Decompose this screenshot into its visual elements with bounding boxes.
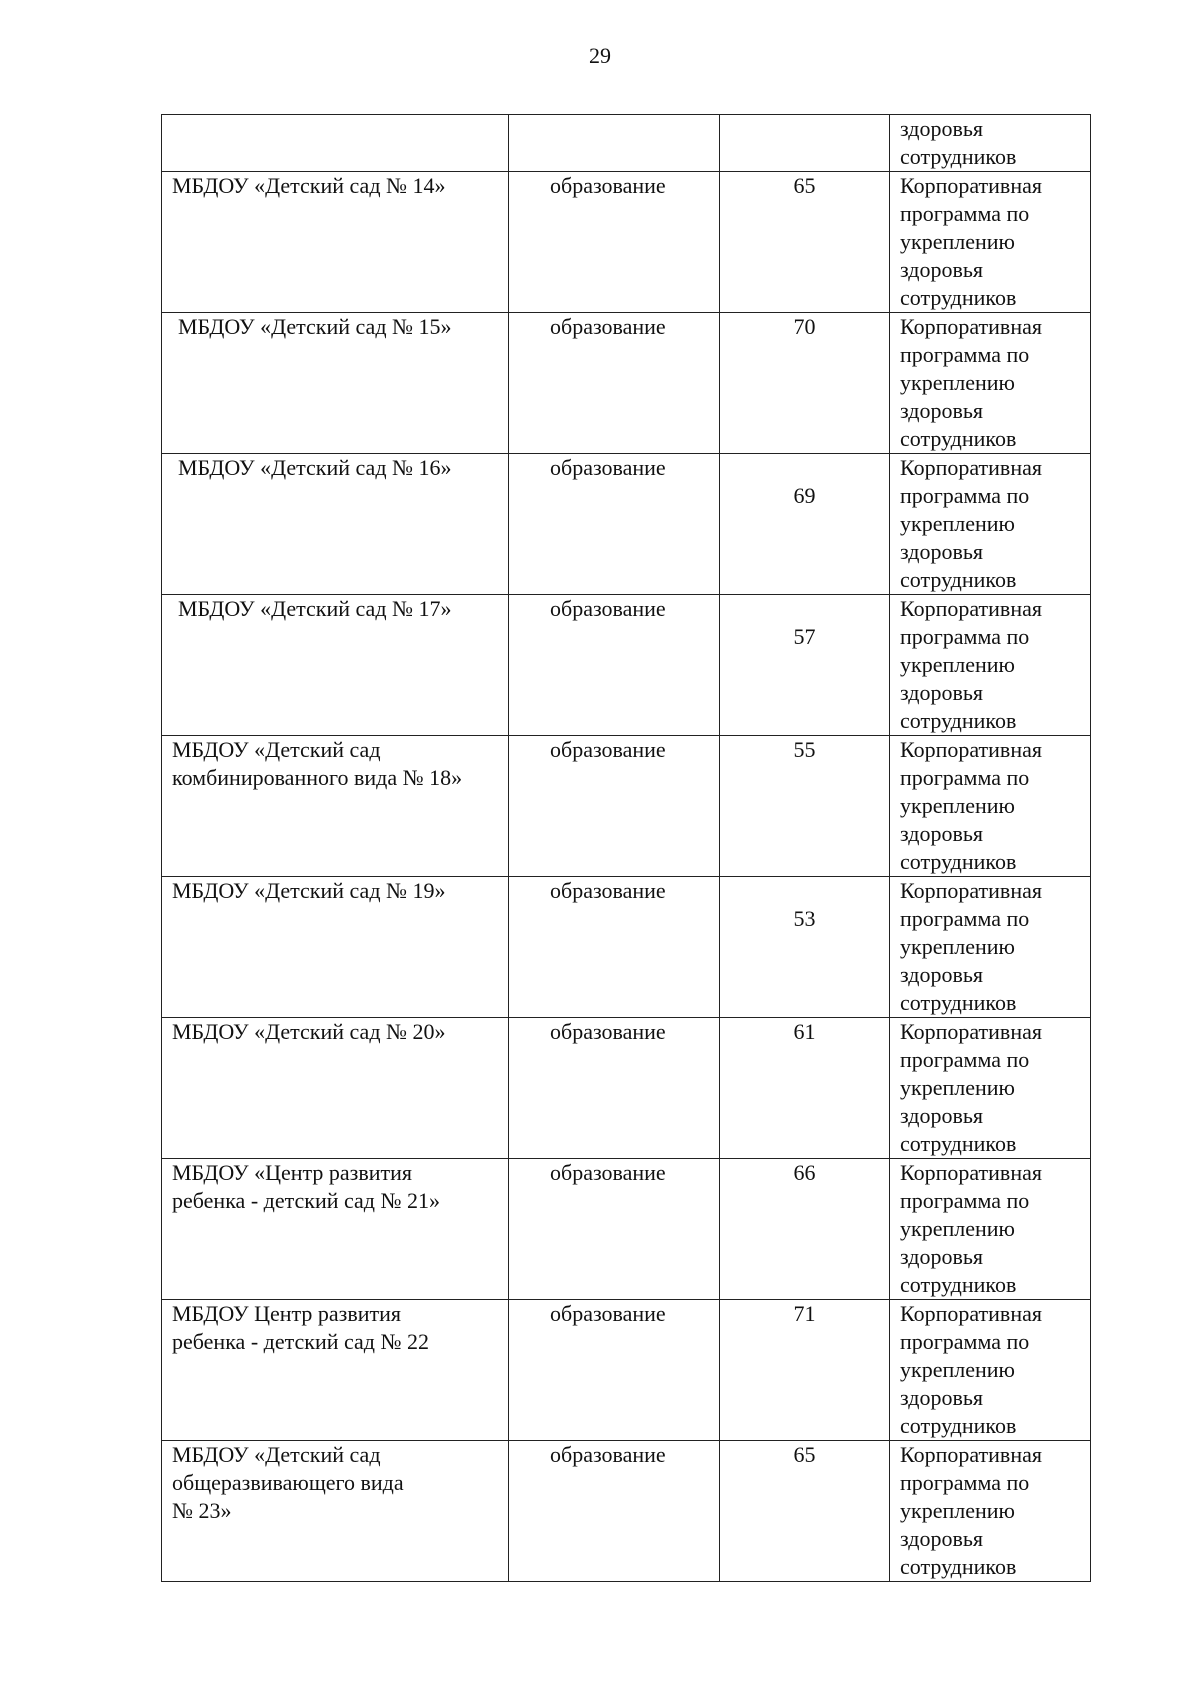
cell-organization: МБДОУ «Детский сад № 14» <box>162 172 509 313</box>
cell-sector: образование <box>509 1441 720 1582</box>
cell-program: Корпоративная программа по укреплению здоровья сотрудников <box>890 1159 1091 1300</box>
cell-organization: МБДОУ «Детский сад комбинированного вида № 18» <box>162 736 509 877</box>
cell-program: Корпоративная программа по укреплению здоровья сотрудников <box>890 172 1091 313</box>
cell-organization: МБДОУ «Центр развития ребенка - детский сад № 21» <box>162 1159 509 1300</box>
cell-program: Корпоративная программа по укреплению здоровья сотрудников <box>890 736 1091 877</box>
cell-sector: образование <box>509 172 720 313</box>
cell-sector: образование <box>509 595 720 736</box>
cell-count: 55 <box>720 736 890 877</box>
organizations-table <box>161 114 1091 1582</box>
cell-organization <box>162 115 509 172</box>
table-row <box>162 1300 1091 1441</box>
cell-organization: МБДОУ Центр развития ребенка - детский сад № 22 <box>162 1300 509 1441</box>
table-row <box>162 877 1091 1018</box>
cell-program: Корпоративная программа по укреплению здоровья сотрудников <box>890 595 1091 736</box>
cell-sector: образование <box>509 1159 720 1300</box>
cell-organization: МБДОУ «Детский сад № 17» <box>162 595 509 736</box>
table-row <box>162 1441 1091 1582</box>
cell-sector <box>509 115 720 172</box>
table-row <box>162 172 1091 313</box>
cell-sector: образование <box>509 877 720 1018</box>
cell-sector: образование <box>509 736 720 877</box>
cell-sector: образование <box>509 313 720 454</box>
cell-program: Корпоративная программа по укреплению здоровья сотрудников <box>890 313 1091 454</box>
cell-count: 61 <box>720 1018 890 1159</box>
cell-program: Корпоративная программа по укреплению здоровья сотрудников <box>890 454 1091 595</box>
cell-count: 69 <box>720 454 890 595</box>
table-row <box>162 313 1091 454</box>
cell-count: 66 <box>720 1159 890 1300</box>
cell-program: Корпоративная программа по укреплению здоровья сотрудников <box>890 1018 1091 1159</box>
cell-count: 53 <box>720 877 890 1018</box>
page-number: 29 <box>589 43 611 68</box>
table-row <box>162 595 1091 736</box>
table-row <box>162 1018 1091 1159</box>
table-row <box>162 454 1091 595</box>
cell-organization: МБДОУ «Детский сад № 20» <box>162 1018 509 1159</box>
cell-program: здоровья сотрудников <box>890 115 1091 172</box>
cell-organization: МБДОУ «Детский сад № 15» <box>162 313 509 454</box>
cell-organization: МБДОУ «Детский сад № 16» <box>162 454 509 595</box>
cell-count: 70 <box>720 313 890 454</box>
cell-count: 65 <box>720 172 890 313</box>
table-row <box>162 736 1091 877</box>
cell-count: 57 <box>720 595 890 736</box>
cell-count <box>720 115 890 172</box>
cell-sector: образование <box>509 1300 720 1441</box>
cell-count: 65 <box>720 1441 890 1582</box>
cell-sector: образование <box>509 1018 720 1159</box>
cell-sector: образование <box>509 454 720 595</box>
cell-program: Корпоративная программа по укреплению здоровья сотрудников <box>890 1441 1091 1582</box>
cell-program: Корпоративная программа по укреплению здоровья сотрудников <box>890 877 1091 1018</box>
table-row <box>162 1159 1091 1300</box>
cell-organization: МБДОУ «Детский сад № 19» <box>162 877 509 1018</box>
cell-organization: МБДОУ «Детский сад общеразвивающего вида № 23» <box>162 1441 509 1582</box>
table-row-continuation <box>162 115 1091 172</box>
cell-program: Корпоративная программа по укреплению здоровья сотрудников <box>890 1300 1091 1441</box>
cell-count: 71 <box>720 1300 890 1441</box>
